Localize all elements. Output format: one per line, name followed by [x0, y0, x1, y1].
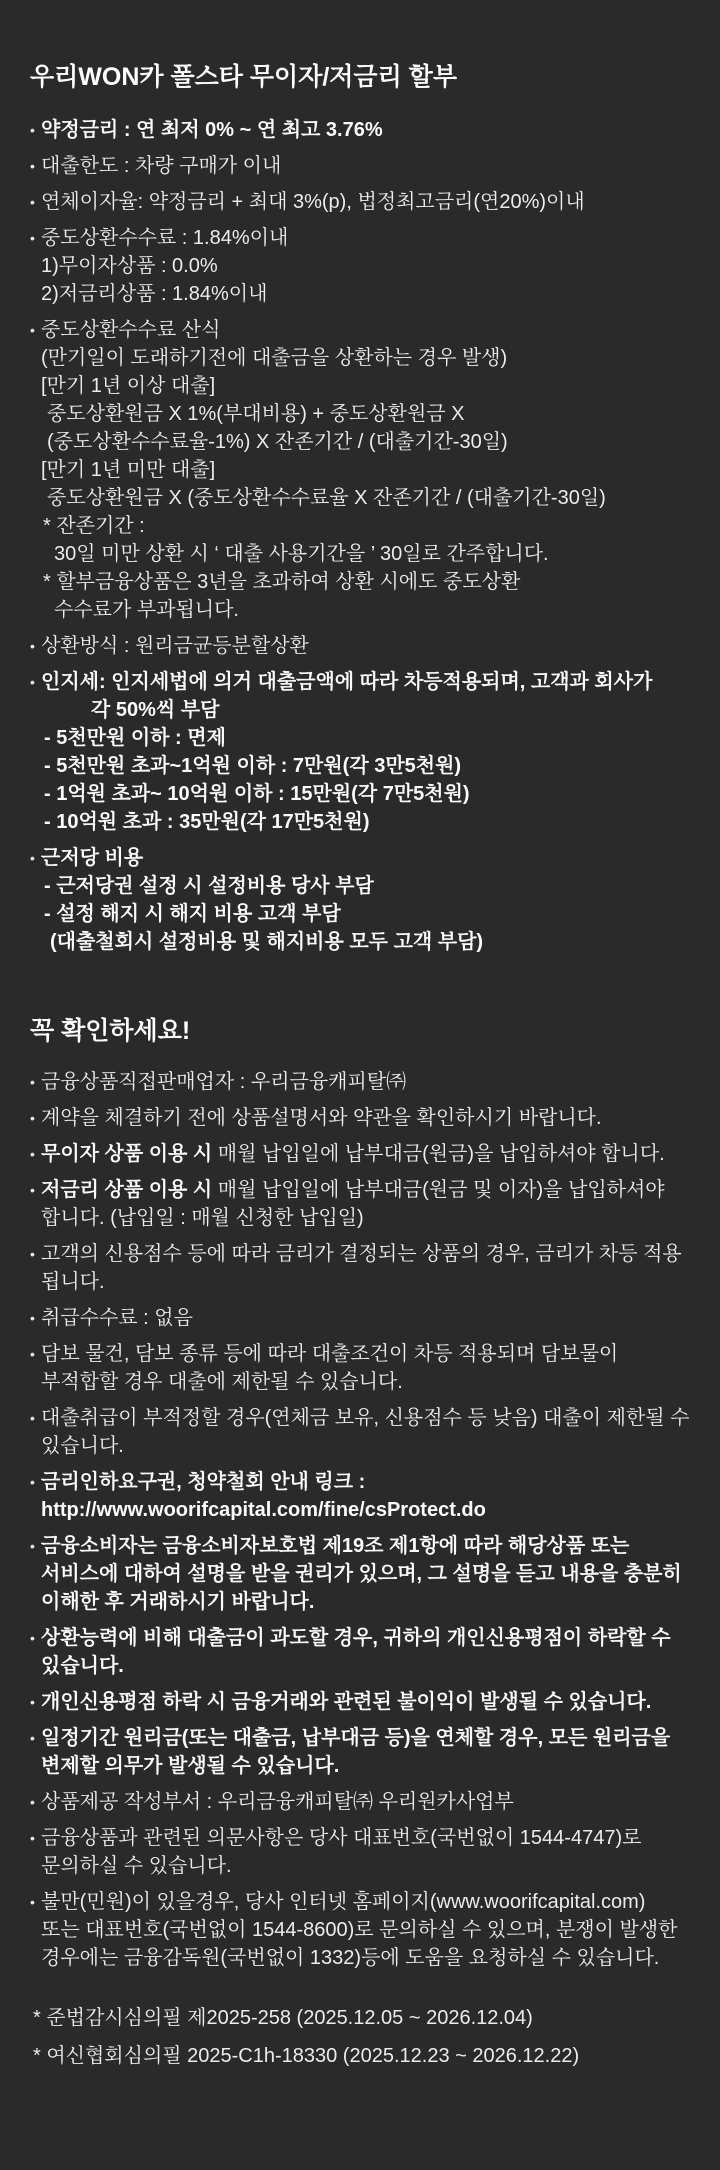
term-line: 각 50%씩 부담 [91, 699, 220, 721]
notice-item [30, 1688, 710, 1716]
notice-line: 상품제공 작성부서 : 우리금융캐피탈㈜ 우리원카사업부 [41, 1791, 514, 1813]
term-line: 상환방식 : 원리금균등분할상환 [41, 635, 309, 657]
notice-line: 금리인하요구권, 청약철회 안내 링크 : [41, 1471, 366, 1493]
notice-item [30, 1724, 710, 1780]
term-line: [만기 1년 미만 대출] [41, 459, 216, 481]
bullet-icon: • [30, 1346, 35, 1362]
bullet-icon: • [30, 1146, 35, 1162]
notice-line: 부적합할 경우 대출에 제한될 수 있습니다. [41, 1371, 403, 1393]
term-line: 중도상환원금 X 1%(부대비용) + 중도상환원금 X [47, 403, 465, 425]
notice-line: 일정기간 원리금(또는 대출금, 납부대금 등)을 연체할 경우, 모든 원리금을 [41, 1727, 671, 1749]
bullet-icon: • [30, 322, 35, 338]
notice-line: 변제할 의무가 발생될 수 있습니다. [41, 1755, 340, 1777]
notice-item [30, 1532, 710, 1616]
term-item [30, 844, 710, 956]
bullet-icon: • [30, 1894, 35, 1910]
term-item [30, 116, 710, 144]
notice-line: 문의하실 수 있습니다. [41, 1855, 232, 1877]
notice-line: 있습니다. [41, 1435, 124, 1457]
term-line: 30일 미만 상환 시 ‘ 대출 사용기간을 ’ 30일로 간주합니다. [54, 543, 549, 565]
term-line: 약정금리 : 연 최저 0% ~ 연 최고 3.76% [41, 119, 383, 141]
notice-line: 합니다. (납입일 : 매월 신청한 납입일) [41, 1207, 364, 1229]
term-line: 근저당 비용 [41, 847, 144, 869]
term-line: (만기일이 도래하기전에 대출금을 상환하는 경우 발생) [41, 347, 508, 369]
footnote-line: * 준법감시심의필 제2025-258 (2025.12.05 ~ 2026.12.04) [33, 2007, 533, 2029]
bullet-icon: • [30, 1110, 35, 1126]
footnotes [30, 2004, 710, 2070]
notice-line: 담보 물건, 담보 종류 등에 따라 대출조건이 차등 적용되며 담보물이 [41, 1343, 619, 1365]
notice-item [30, 1340, 710, 1396]
notice-item [30, 1068, 710, 1096]
term-line: - 5천만원 이하 : 면제 [44, 727, 226, 749]
bullet-icon: • [30, 1694, 35, 1710]
bullet-icon: • [30, 1246, 35, 1262]
term-line: 연체이자율: 약정금리 + 최대 3%(p), 법정최고금리(연20%)이내 [41, 191, 585, 213]
bullet-icon: • [30, 674, 35, 690]
notice-list [30, 1068, 710, 1972]
term-line: - 설정 해지 시 해지 비용 고객 부담 [44, 903, 341, 925]
term-line: [만기 1년 이상 대출] [41, 375, 216, 397]
term-line: 중도상환수수료 산식 [41, 319, 221, 341]
notice-line: 경우에는 금융감독원(국번없이 1332)등에 도움을 요청하실 수 있습니다. [41, 1947, 660, 1969]
bullet-icon: • [30, 638, 35, 654]
term-item [30, 224, 710, 308]
bullet-icon: • [30, 122, 35, 138]
term-line: * 할부금융상품은 3년을 초과하여 상환 시에도 중도상환 [43, 571, 521, 593]
notice-line: 금융상품과 관련된 의문사항은 당사 대표번호(국번없이 1544-4747)로 [41, 1827, 642, 1849]
notice-line: 있습니다. [41, 1655, 124, 1677]
term-item [30, 152, 710, 180]
term-line: - 10억원 초과 : 35만원(각 17만5천원) [44, 811, 370, 833]
bullet-icon: • [30, 1538, 35, 1554]
term-line: 중도상환수수료 : 1.84%이내 [41, 227, 289, 249]
notice-item [30, 1624, 710, 1680]
term-line: 대출한도 : 차량 구매가 이내 [41, 155, 282, 177]
term-item [30, 668, 710, 836]
notice-item [30, 1404, 710, 1460]
notice-line [41, 1140, 710, 1168]
bullet-icon: • [30, 194, 35, 210]
notice-line-lead: 저금리 상품 이용 시 [41, 1179, 218, 1201]
notice-item [30, 1176, 710, 1232]
term-line: - 근저당권 설정 시 설정비용 당사 부담 [44, 875, 374, 897]
bullet-icon: • [30, 1794, 35, 1810]
notice-line: 불만(민원)이 있을경우, 당사 인터넷 홈페이지(www.woorifcapital.com) [41, 1891, 646, 1913]
bullet-icon: • [30, 1182, 35, 1198]
terms-list [30, 116, 710, 956]
bullet-icon: • [30, 1830, 35, 1846]
term-line: - 5천만원 초과~1억원 이하 : 7만원(각 3만5천원) [44, 755, 462, 777]
notice-item [30, 1888, 710, 1972]
bullet-icon: • [30, 850, 35, 866]
notice-line: 됩니다. [41, 1271, 105, 1293]
notice-line-text: 매월 납입일에 납부대금(원금)을 납입하셔야 합니다. [217, 1143, 665, 1165]
term-line: (중도상환수수료율-1%) X 잔존기간 / (대출기간-30일) [47, 431, 508, 453]
notice-line: 서비스에 대하여 설명을 받을 권리가 있으며, 그 설명을 듣고 내용을 충분히 [41, 1563, 682, 1585]
notice-line-text: 매월 납입일에 납부대금(원금 및 이자)을 납입하셔야 [217, 1179, 665, 1201]
term-line: 인지세: 인지세법에 의거 대출금액에 따라 차등적용되며, 고객과 회사가 [41, 671, 653, 693]
notice-item [30, 1104, 710, 1132]
bullet-icon: • [30, 1730, 35, 1746]
bullet-icon: • [30, 230, 35, 246]
bullet-icon: • [30, 1074, 35, 1090]
notice-item [30, 1788, 710, 1816]
notice-line: 취급수수료 : 없음 [41, 1307, 193, 1329]
notice-item [30, 1824, 710, 1880]
term-item [30, 188, 710, 216]
notice-line: 또는 대표번호(국번없이 1544-8600)로 문의하실 수 있으며, 분쟁이 발생한 [41, 1919, 678, 1941]
notice-line: 상환능력에 비해 대출금이 과도할 경우, 귀하의 개인신용평점이 하락할 수 [41, 1627, 671, 1649]
term-line: 수수료가 부과됩니다. [54, 599, 239, 621]
notice-line: 금융소비자는 금융소비자보호법 제19조 제1항에 따라 해당상품 또는 [41, 1535, 630, 1557]
term-line: * 잔존기간 : [43, 515, 145, 537]
notice-line: 대출취급이 부적정할 경우(연체금 보유, 신용점수 등 낮음) 대출이 제한될 수 [41, 1407, 690, 1429]
notice-line: 계약을 체결하기 전에 상품설명서와 약관을 확인하시기 바랍니다. [41, 1107, 602, 1129]
notice-line [41, 1176, 710, 1204]
notice-line-lead: 무이자 상품 이용 시 [41, 1143, 218, 1165]
notice-line: 개인신용평점 하락 시 금융거래와 관련된 불이익이 발생될 수 있습니다. [41, 1691, 652, 1713]
notice-line: 금융상품직접판매업자 : 우리금융캐피탈㈜ [41, 1071, 407, 1093]
term-line: 중도상환원금 X (중도상환수수료율 X 잔존기간 / (대출기간-30일) [47, 487, 606, 509]
notice-item [30, 1304, 710, 1332]
term-item [30, 632, 710, 660]
notice-item [30, 1240, 710, 1296]
notice-line: 이해한 후 거래하시기 바랍니다. [41, 1591, 315, 1613]
term-line: - 1억원 초과~ 10억원 이하 : 15만원(각 7만5천원) [44, 783, 470, 805]
term-item [30, 316, 710, 624]
notice-header: 꼭 확인하세요! [30, 1017, 191, 1045]
notice-item [30, 1140, 710, 1168]
bullet-icon: • [30, 1410, 35, 1426]
term-line: (대출철회시 설정비용 및 해지비용 모두 고객 부담) [50, 931, 484, 953]
notice-line: 고객의 신용점수 등에 따라 금리가 결정되는 상품의 경우, 금리가 차등 적용 [41, 1243, 682, 1265]
bullet-icon: • [30, 1630, 35, 1646]
footnote-line: * 여신협회심의필 2025-C1h-18330 (2025.12.23 ~ 2026.12.22) [33, 2045, 580, 2067]
term-line: 2)저금리상품 : 1.84%이내 [41, 283, 268, 305]
notice-line: http://www.woorifcapital.com/fine/csProtect.do [41, 1499, 486, 1521]
bullet-icon: • [30, 1310, 35, 1326]
page-title: 우리WON카 폴스타 무이자/저금리 할부 [30, 63, 457, 91]
bullet-icon: • [30, 1474, 35, 1490]
notice-item [30, 1468, 710, 1524]
term-line: 1)무이자상품 : 0.0% [41, 255, 218, 277]
bullet-icon: • [30, 158, 35, 174]
